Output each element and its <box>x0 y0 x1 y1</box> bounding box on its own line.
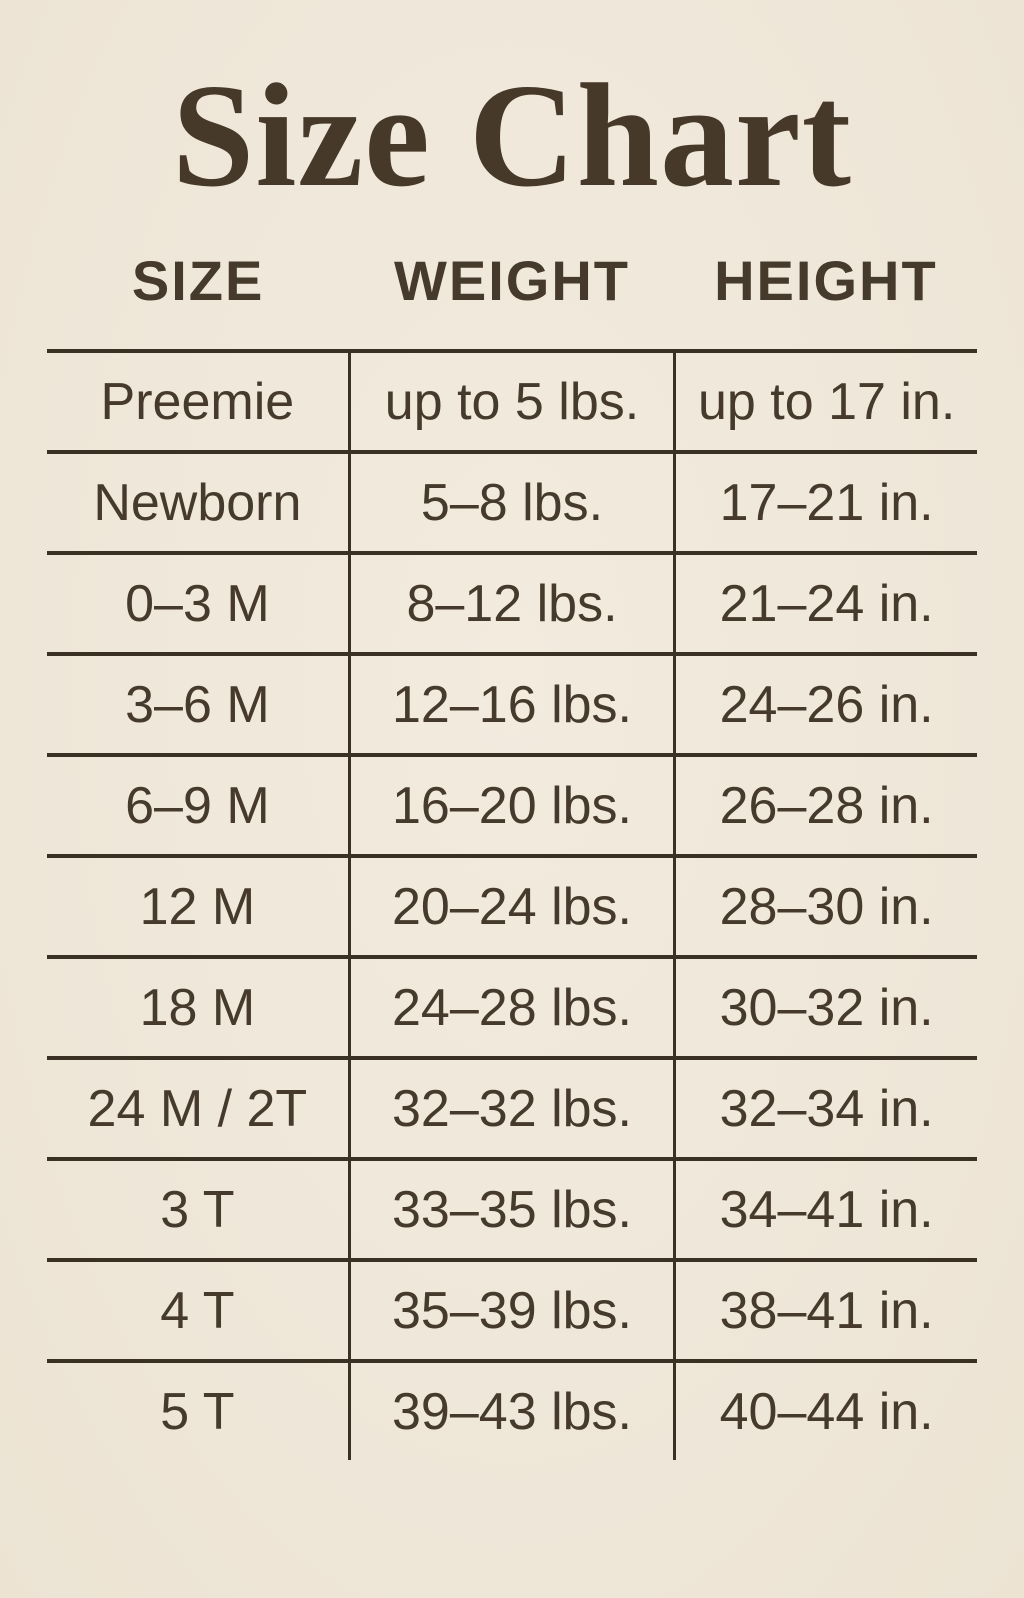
height-cell: 17–21 in. <box>675 452 977 553</box>
size-cell: 3–6 M <box>47 654 349 755</box>
size-cell: 24 M / 2T <box>47 1058 349 1159</box>
page-title: Size Chart <box>172 54 852 218</box>
size-cell: 12 M <box>47 856 349 957</box>
weight-cell: 16–20 lbs. <box>349 755 675 856</box>
weight-cell: 24–28 lbs. <box>349 957 675 1058</box>
weight-cell: up to 5 lbs. <box>349 351 675 452</box>
height-cell: 38–41 in. <box>675 1260 977 1361</box>
table-row <box>47 553 977 654</box>
size-cell: 3 T <box>47 1159 349 1260</box>
table-row <box>47 856 977 957</box>
weight-cell: 32–32 lbs. <box>349 1058 675 1159</box>
size-cell: 5 T <box>47 1361 349 1460</box>
header-row <box>47 248 977 351</box>
size-chart-page <box>0 54 1024 1598</box>
height-cell: 40–44 in. <box>675 1361 977 1460</box>
weight-cell: 35–39 lbs. <box>349 1260 675 1361</box>
size-cell: 6–9 M <box>47 755 349 856</box>
height-cell: up to 17 in. <box>675 351 977 452</box>
table-row <box>47 452 977 553</box>
size-cell: Preemie <box>47 351 349 452</box>
table-row <box>47 1361 977 1460</box>
size-chart-table <box>47 248 977 1460</box>
column-header-size: SIZE <box>131 249 265 312</box>
size-cell: 18 M <box>47 957 349 1058</box>
table-row <box>47 654 977 755</box>
size-cell: 0–3 M <box>47 553 349 654</box>
column-header-height: HEIGHT <box>714 249 938 312</box>
size-cell: Newborn <box>47 452 349 553</box>
height-cell: 24–26 in. <box>675 654 977 755</box>
weight-cell: 8–12 lbs. <box>349 553 675 654</box>
table-row <box>47 1260 977 1361</box>
height-cell: 21–24 in. <box>675 553 977 654</box>
height-cell: 28–30 in. <box>675 856 977 957</box>
height-cell: 30–32 in. <box>675 957 977 1058</box>
height-cell: 32–34 in. <box>675 1058 977 1159</box>
table-row <box>47 1159 977 1260</box>
table-row <box>47 755 977 856</box>
table-row <box>47 351 977 452</box>
weight-cell: 12–16 lbs. <box>349 654 675 755</box>
table-row <box>47 957 977 1058</box>
weight-cell: 33–35 lbs. <box>349 1159 675 1260</box>
size-cell: 4 T <box>47 1260 349 1361</box>
column-header-weight: WEIGHT <box>394 249 630 312</box>
weight-cell: 5–8 lbs. <box>349 452 675 553</box>
weight-cell: 20–24 lbs. <box>349 856 675 957</box>
weight-cell: 39–43 lbs. <box>349 1361 675 1460</box>
table-row <box>47 1058 977 1159</box>
height-cell: 26–28 in. <box>675 755 977 856</box>
height-cell: 34–41 in. <box>675 1159 977 1260</box>
